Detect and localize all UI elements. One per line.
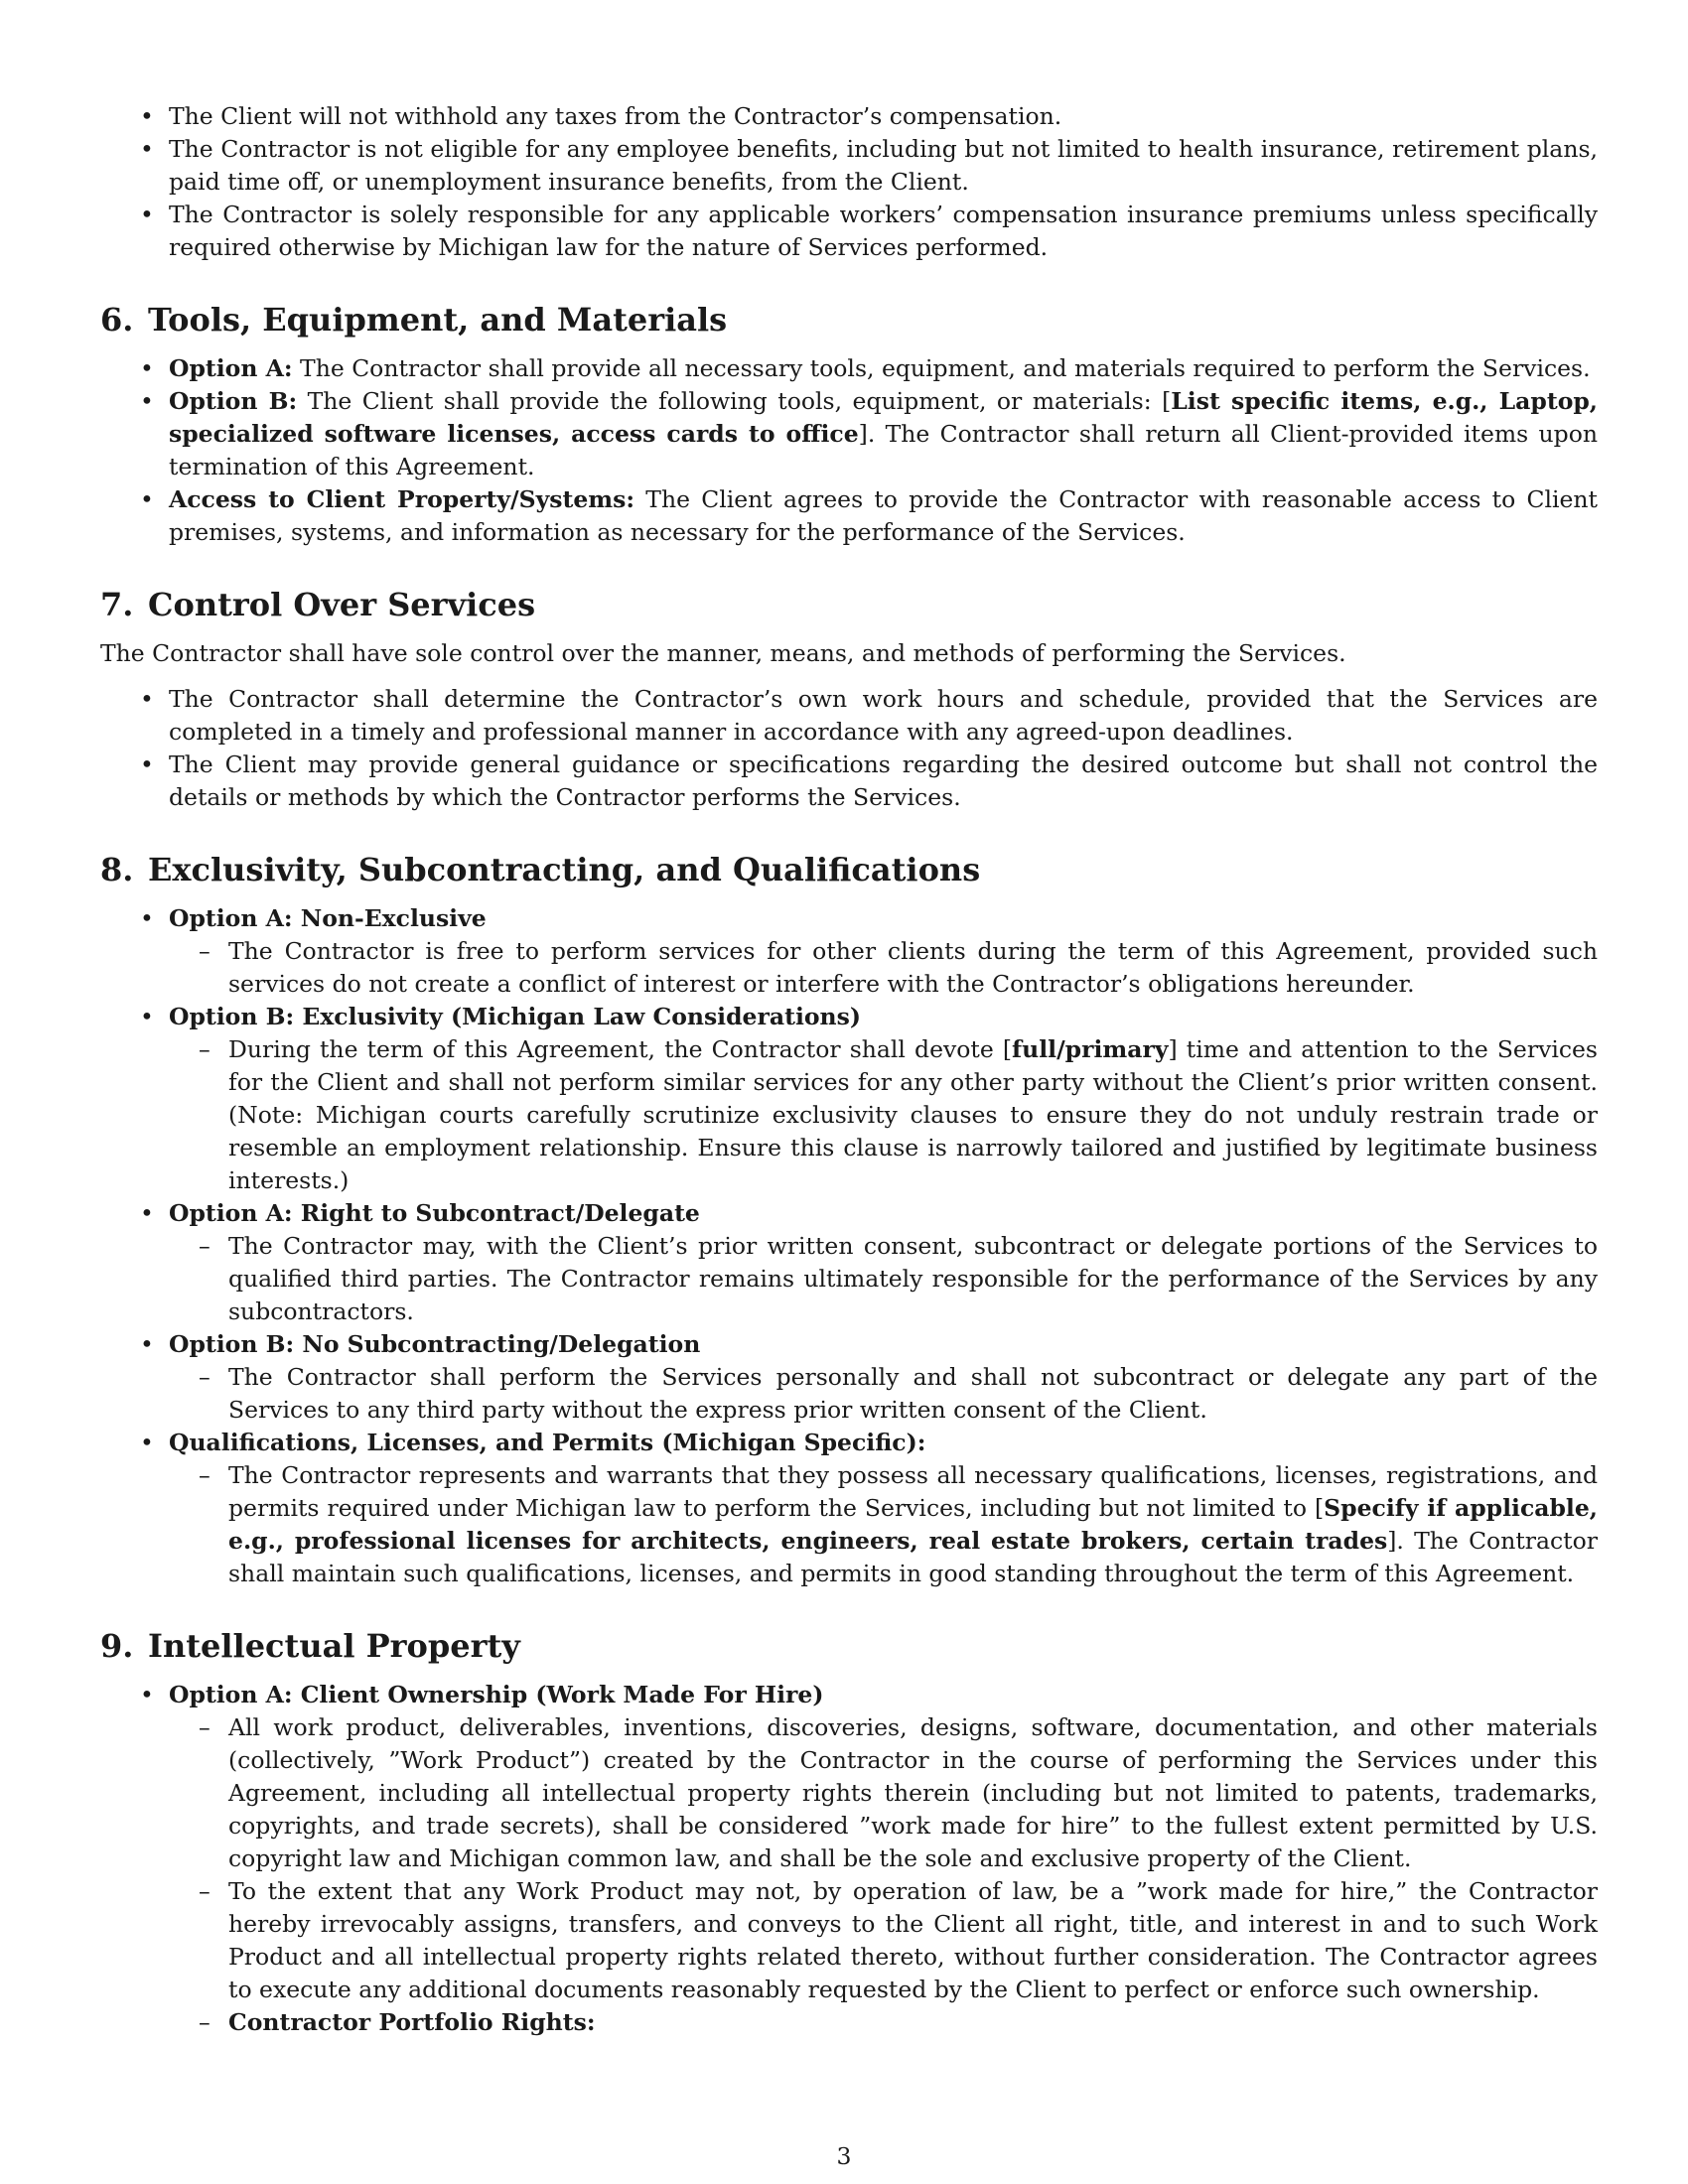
- section-title: Intellectual Property: [148, 1627, 520, 1665]
- list-item-text: ] time and attention to the Services for the Client and shall not perform similar services for any other party without the Client’s prior written consent. (Note: Michigan courts carefully scrutinize exclusivity clauses to ensure they do not unduly restrain trade or resemble an employment relationship. Ensure this clause is narrowly tailored and justified by legitimate business interests.): [228, 1035, 1598, 1194]
- list-item-text: The Client agrees to provide the Contractor with reasonable access to Client premises, systems, and information as necessary for the performance of the Services.: [169, 485, 1598, 546]
- list-item: [100, 385, 1598, 483]
- option-label: Option A: Non-Exclusive: [169, 904, 487, 932]
- sub-list: [169, 1361, 1598, 1427]
- section-9-list: [100, 1679, 1598, 2039]
- section-7-list: [100, 683, 1598, 814]
- sub-list: [169, 1711, 1598, 2039]
- sub-list: [169, 935, 1598, 1001]
- sub-list-item: – To the extent that any Work Product may not, by operation of law, be a ”work made for hire,” the Contractor hereby irrevocably assigns, transfers, and conveys to the Client all right, title, and interest in and to such Work Product and all intellectual property rights related thereto, without further consideration. The Contractor agrees to execute any additional documents reasonably requested by the Client to perfect or enforce such ownership.: [169, 1875, 1598, 2006]
- list-item: • The Contractor is not eligible for any employee benefits, including but not limited to health insurance, retirement plans, paid time off, or unemployment insurance benefits, from the Client.: [100, 133, 1598, 199]
- section-8-heading: [100, 850, 1598, 889]
- sub-list-item: [169, 2006, 1598, 2039]
- option-label: Option A:: [169, 354, 293, 382]
- sub-list-item: – The Contractor may, with the Client’s prior written consent, subcontract or delegate portions of the Services to qualified third parties. The Contractor remains ultimately responsible for the performance of the Services by any subcontractors.: [169, 1230, 1598, 1328]
- sub-list-item: – The Contractor is free to perform services for other clients during the term of this Agreement, provided such services do not create a conflict of interest or interfere with the Contractor’s obligations hereunder.: [169, 935, 1598, 1001]
- option-label: Option B:: [169, 387, 298, 415]
- list-item: • The Client will not withhold any taxes from the Contractor’s compensation.: [100, 100, 1598, 133]
- sub-list-item: [169, 1033, 1598, 1197]
- list-item: [100, 483, 1598, 549]
- section-number: 6.: [100, 301, 134, 339]
- list-item-text: During the term of this Agreement, the Contractor shall devote [: [228, 1035, 1013, 1063]
- list-item-text: ]. The Contractor shall maintain such qualifications, licenses, and permits in good standing throughout the term of this Agreement.: [228, 1527, 1599, 1587]
- list-item-text: The Client shall provide the following tools, equipment, or materials: [: [297, 387, 1172, 415]
- sub-list: [169, 1459, 1598, 1590]
- sub-list: [169, 1230, 1598, 1328]
- list-item: • The Contractor is solely responsible for any applicable workers’ compensation insurance premiums unless specifically required otherwise by Michigan law for the nature of Services performed.: [100, 199, 1598, 264]
- section-7-intro: The Contractor shall have sole control over the manner, means, and methods of performing the Services.: [100, 639, 1346, 667]
- section-number: 8.: [100, 851, 134, 888]
- sub-list-item: [169, 1459, 1598, 1590]
- section-6-heading: [100, 300, 1598, 340]
- list-item: • The Contractor shall determine the Contractor’s own work hours and schedule, provided that the Services are completed in a timely and professional manner in accordance with any agreed-upon deadlines.: [100, 683, 1598, 749]
- option-label: Option A: Right to Subcontract/Delegate: [169, 1199, 700, 1227]
- list-item-text: The Contractor represents and warrants that they possess all necessary qualifications, licenses, registrations, and permits required under Michigan law to perform the Services, including but not limited to [: [228, 1461, 1598, 1522]
- section-title: Tools, Equipment, and Materials: [148, 301, 728, 339]
- list-item: • The Client may provide general guidance or specifications regarding the desired outcome but shall not control the details or methods by which the Contractor performs the Services.: [100, 749, 1598, 814]
- list-item: [100, 352, 1598, 385]
- option-label: Access to Client Property/Systems:: [169, 485, 635, 513]
- sub-list: [169, 1033, 1598, 1197]
- list-item: [100, 1197, 1598, 1328]
- section-title: Exclusivity, Subcontracting, and Qualifications: [148, 851, 981, 888]
- section-title: Control Over Services: [148, 586, 536, 623]
- option-label: Option B: Exclusivity (Michigan Law Considerations): [169, 1003, 861, 1030]
- sub-list-item: – The Contractor shall perform the Services personally and shall not subcontract or delegate any part of the Services to any third party without the express prior written consent of the Client.: [169, 1361, 1598, 1427]
- list-item: [100, 1001, 1598, 1197]
- list-item: [100, 1328, 1598, 1427]
- page-number: 3: [836, 2142, 852, 2170]
- placeholder-text: List specific items, e.g., Laptop, specialized software licenses, access cards to office: [169, 387, 1598, 448]
- option-label: Option A: Client Ownership (Work Made For Hire): [169, 1681, 824, 1708]
- section-number: 7.: [100, 586, 134, 623]
- section-9-heading: [100, 1626, 1598, 1666]
- option-label: Contractor Portfolio Rights:: [228, 2008, 596, 2036]
- section-8-list: [100, 902, 1598, 1590]
- section-6-list: [100, 352, 1598, 549]
- section-7-heading: [100, 585, 1598, 624]
- option-label: Option B: No Subcontracting/Delegation: [169, 1330, 701, 1358]
- placeholder-text: full/primary: [1012, 1035, 1169, 1063]
- list-item: [100, 1427, 1598, 1590]
- list-item-text: The Contractor shall provide all necessary tools, equipment, and materials required to perform the Services.: [292, 354, 1591, 382]
- sub-list-item: – All work product, deliverables, inventions, discoveries, designs, software, documentation, and other materials (collectively, ”Work Product”) created by the Contractor in the course of performing the Services under this Agreement, including all intellectual property rights therein (including but not limited to patents, trademarks, copyrights, and trade secrets), shall be considered ”work made for hire” to the fullest extent permitted by U.S. copyright law and Michigan common law, and shall be the sole and exclusive property of the Client.: [169, 1711, 1598, 1875]
- taxes-benefits-list: [100, 100, 1598, 264]
- section-number: 9.: [100, 1627, 134, 1665]
- list-item-text: ]. The Contractor shall return all Client-provided items upon termination of this Agreement.: [169, 420, 1598, 480]
- list-item: [100, 1679, 1598, 2039]
- placeholder-text: Specify if applicable, e.g., professional licenses for architects, engineers, real estate brokers, certain trades: [228, 1494, 1598, 1555]
- option-label: Qualifications, Licenses, and Permits (Michigan Specific):: [169, 1429, 926, 1456]
- list-item: [100, 902, 1598, 1001]
- document-page: [100, 100, 1598, 2039]
